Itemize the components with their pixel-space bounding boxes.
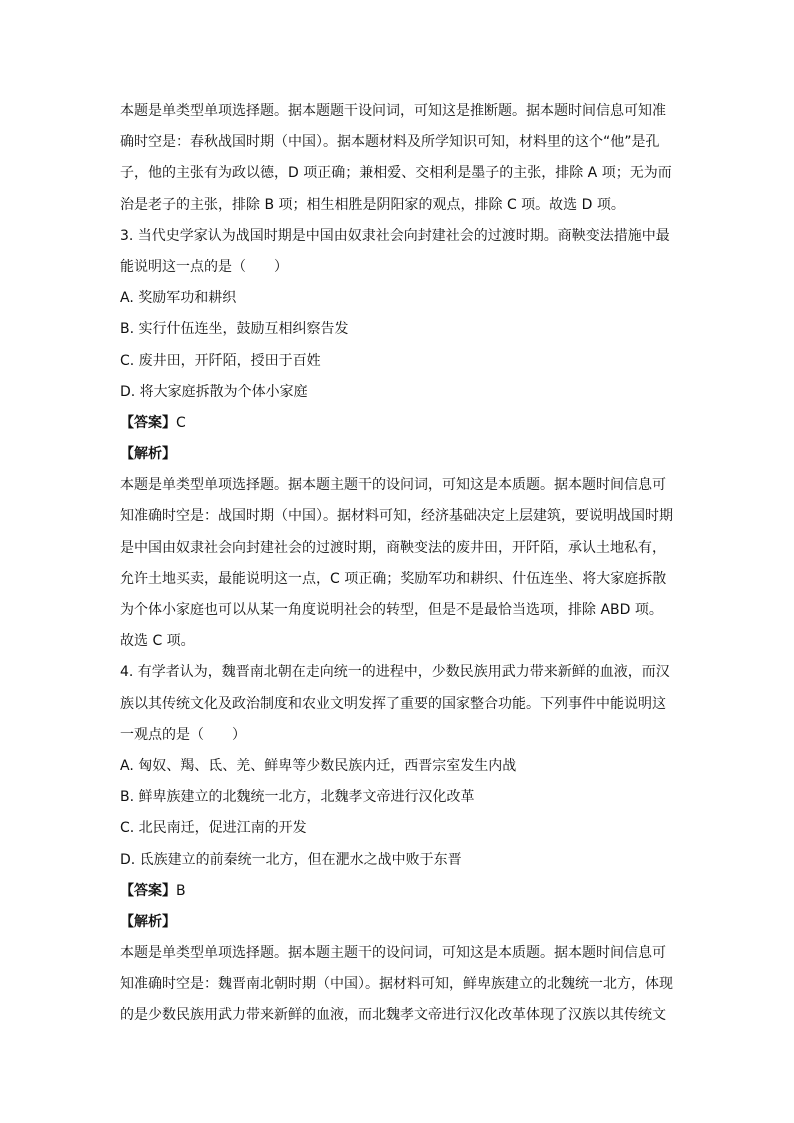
answer-value: B [176,882,186,899]
option-c: C. 废井田，开阡陌，授田于百姓 [120,352,321,369]
option-d: D. 氐族建立的前秦统一北方，但在淝水之战中败于东晋 [120,851,462,868]
text-line: 知准确时空是：战国时期（中国）。据材料可知，经济基础决定上层建筑，要说明战国时期 [120,508,673,525]
text-line: 故选 C 项。 [120,633,195,650]
question-stem-line: 一观点的是（ ） [120,726,246,743]
text-line: 的是少数民族用武力带来新鲜的血液，而北魏孝文帝进行汉化改革体现了汉族以其传统文 [120,1007,666,1024]
text-line: 允许土地买卖，最能说明这一点，C 项正确；奖励军功和耕织、什伍连坐、将大家庭拆散 [120,570,667,587]
answer-label: 【答案】 [120,414,176,431]
analysis-heading [120,439,680,470]
text-line: 本题是单类型单项选择题。据本题题干设问词，可知这是推断题。据本题时间信息可知准 [120,103,666,119]
text-line: 知准确时空是：魏晋南北朝时期（中国）。据材料可知，鲜卑族建立的北魏统一北方，体现 [120,976,673,993]
option-a: A. 匈奴、羯、氐、羌、鲜卑等少数民族内迁，西晋宗室发生内战 [120,757,517,774]
question-4 [120,657,680,1031]
page-content [120,96,680,1032]
answer-label: 【答案】 [120,882,176,899]
analysis-label: 【解析】 [120,913,176,930]
question-stem-line: 3. 当代史学家认为战国时期是中国由奴隶社会向封建社会的过渡时期。商鞅变法措施中最 [120,227,670,244]
text-line: 治是老子的主张，排除 B 项；相生相胜是阴阳家的观点，排除 C 项。故选 D 项。 [120,196,625,213]
question-stem-line: 能说明这一点的是（ ） [120,258,288,275]
question-stem-line: 族以其传统文化及政治制度和农业文明发挥了重要的国家整合功能。下列事件中能说明这 [120,695,666,712]
text-line: 子，他的主张有为政以德，D 项正确；兼相爱、交相利是墨子的主张，排除 A 项；无为而 [120,165,672,182]
option-b: B. 鲜卑族建立的北魏统一北方，北魏孝文帝进行汉化改革 [120,789,475,806]
question-stem-line: 4. 有学者认为，魏晋南北朝在走向统一的进程中，少数民族用武力带来新鲜的血液，而汉 [120,664,670,681]
answer-value: C [176,414,186,431]
option-c: C. 北民南迁，促进江南的开发 [120,820,307,837]
option-d: D. 将大家庭拆散为个体小家庭 [120,383,308,400]
answer-line [120,876,680,907]
answer-line [120,408,680,439]
text-line: 是中国由奴隶社会向封建社会的过渡时期，商鞅变法的废井田，开阡陌，承认土地私有， [120,539,666,556]
q2-analysis-text [120,96,680,221]
option-a: A. 奖励军功和耕织 [120,290,237,307]
text-line: 本题是单类型单项选择题。据本题主题干的设问词，可知这是本质题。据本题时间信息可 [120,477,666,494]
text-line: 确时空是：春秋战国时期（中国）。据本题材料及所学知识可知，材料里的这个“他”是孔 [120,134,660,151]
question-3 [120,221,680,658]
option-b: B. 实行什伍连坐，鼓励互相纠察告发 [120,321,349,338]
text-line: 为个体小家庭也可以从某一角度说明社会的转型，但是不是最恰当选项，排除 ABD 项。 [120,602,663,618]
analysis-heading [120,907,680,938]
analysis-label: 【解析】 [120,446,176,463]
text-line: 本题是单类型单项选择题。据本题主题干的设问词，可知这是本质题。据本题时间信息可 [120,945,666,962]
